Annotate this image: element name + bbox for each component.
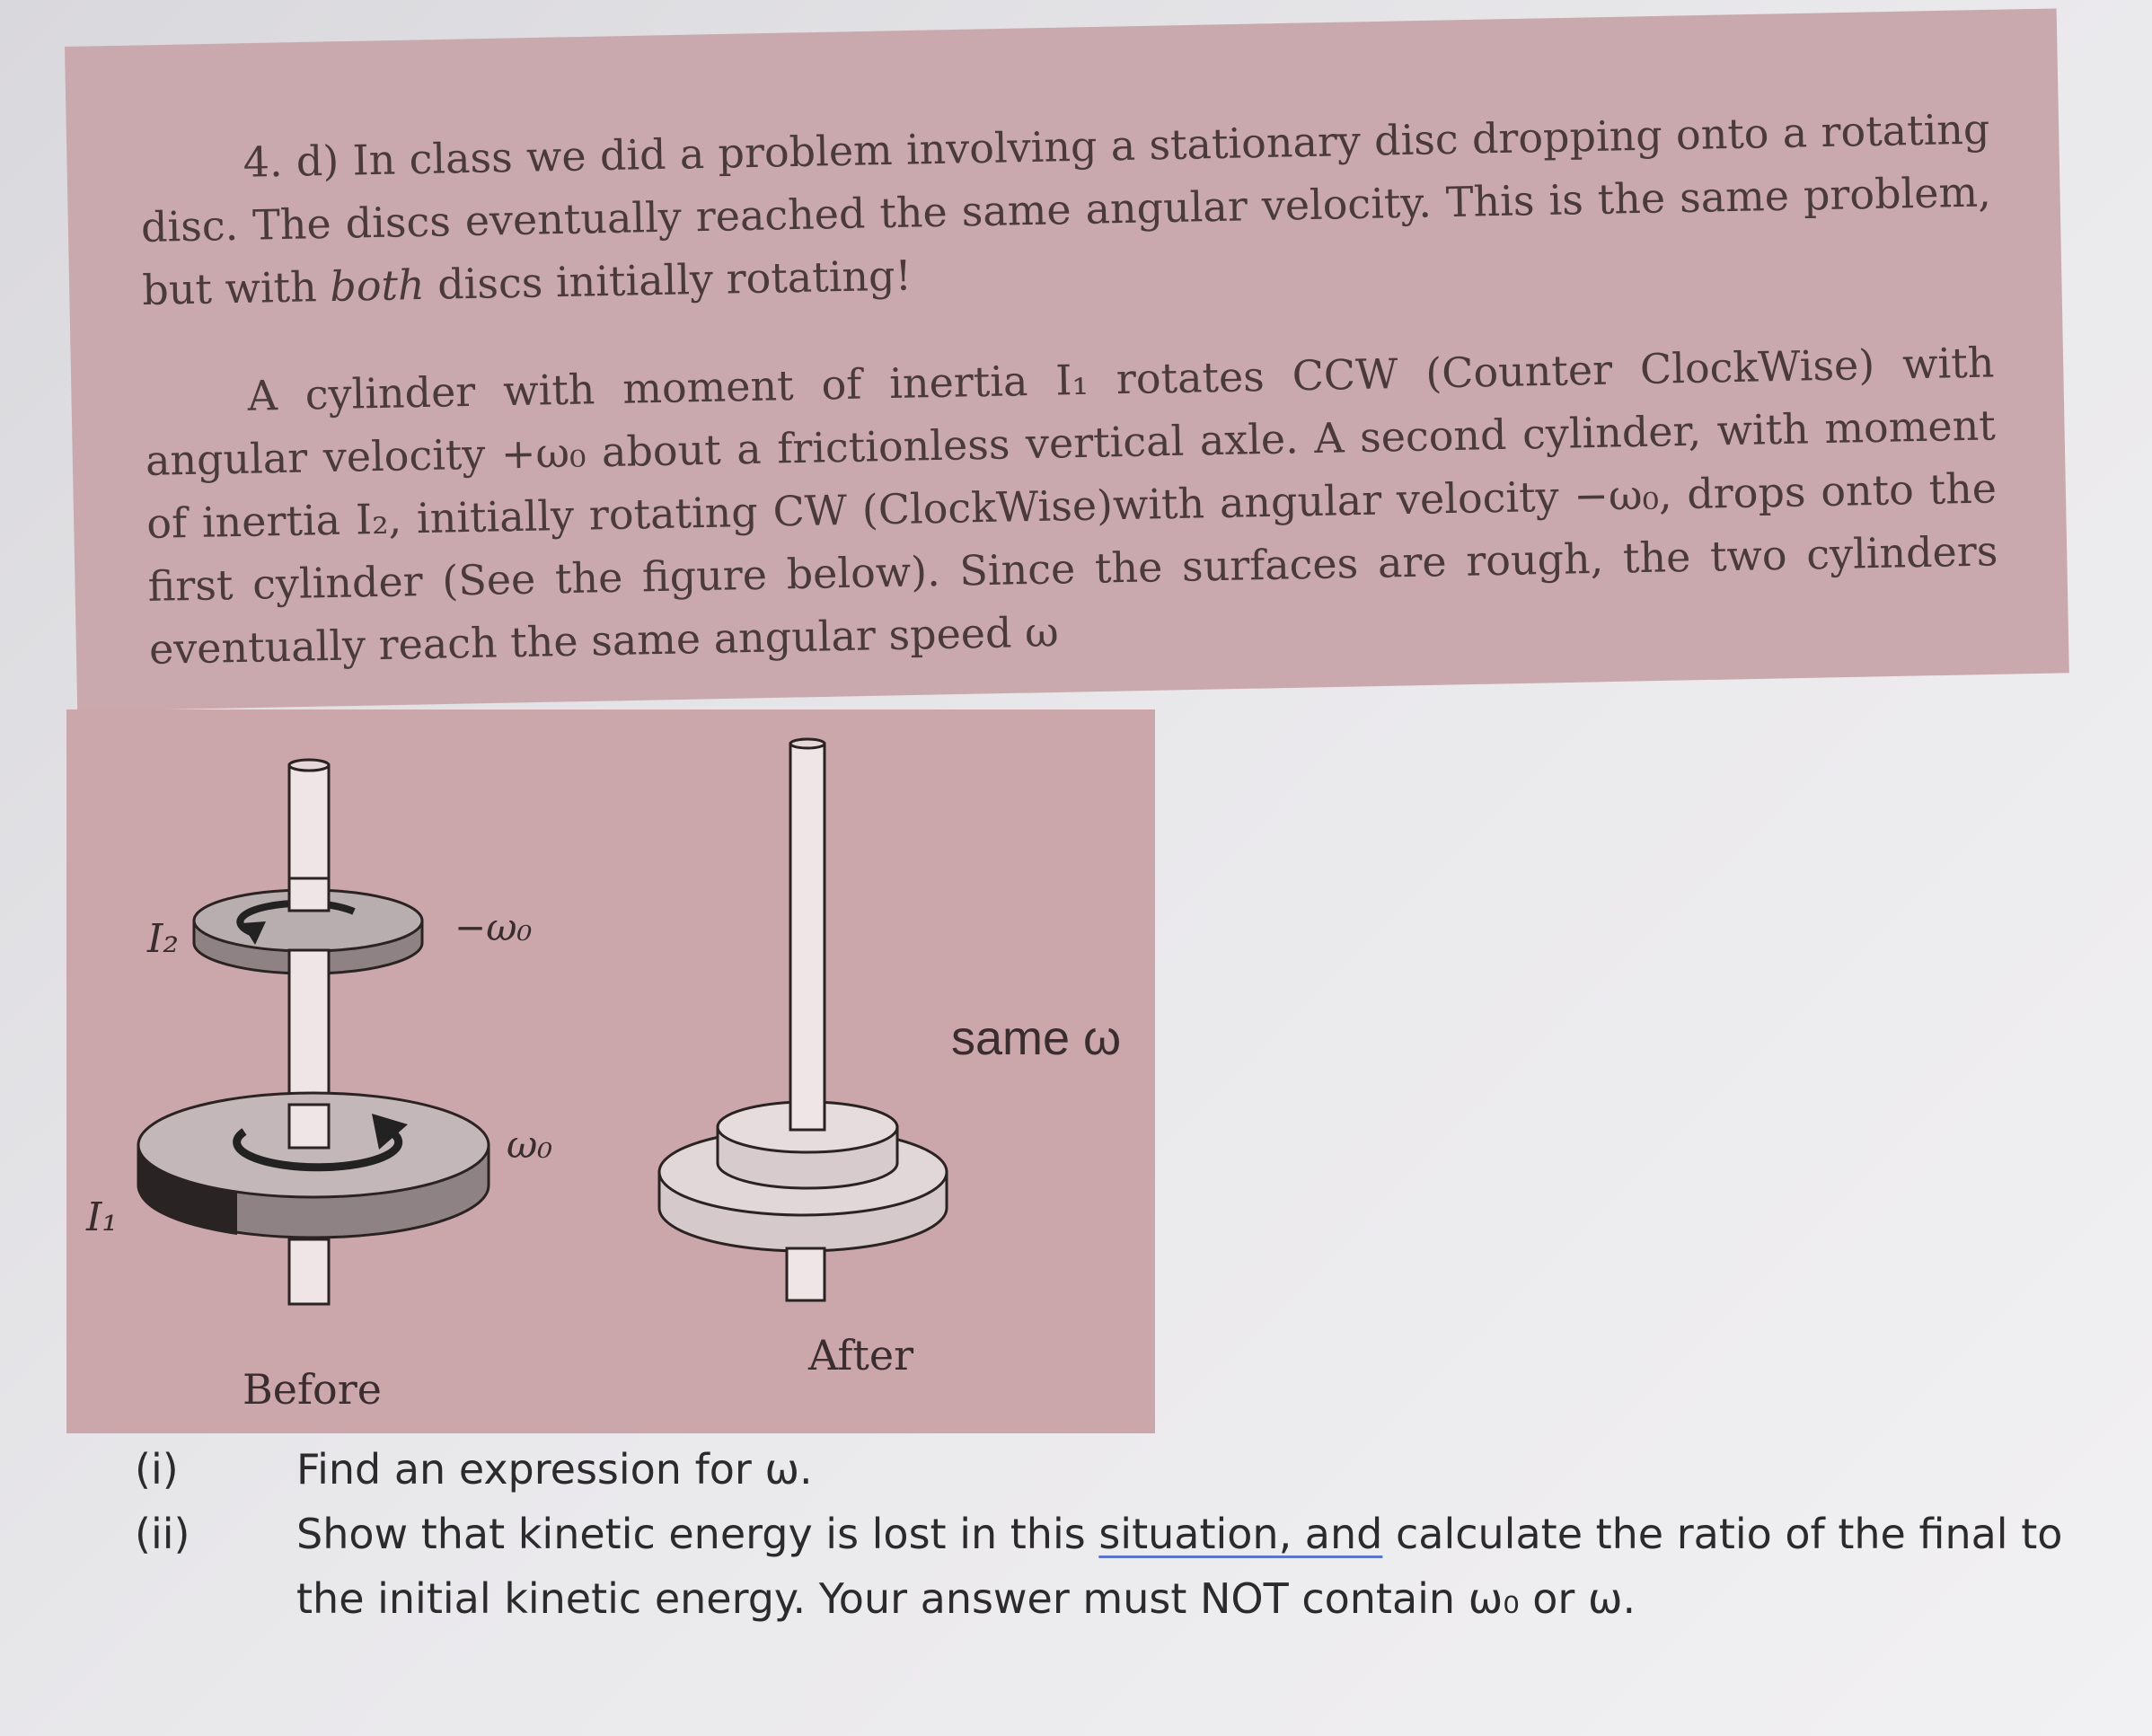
question-number: (ii) bbox=[135, 1510, 190, 1558]
question-ii bbox=[135, 1502, 2066, 1631]
problem-body: A cylinder with moment of inertia I₁ rotates CCW (Counter ClockWise) with angular velocity +ω₀ about a frictionless vertical axle. A second cylinder, with moment of inertia I₂, initially rotating CW (ClockWise)with angular velocity −ω₀, drops onto the first cylinder (See the figure below). Since the surfaces are rough, the two cylinders eventually reach the same angular speed ω bbox=[145, 338, 1998, 674]
questions bbox=[135, 1437, 2066, 1631]
label-i2: I₂ bbox=[147, 916, 180, 962]
problem-intro: 4. d) In class we did a problem involving a stationary disc dropping onto a rotating disc. The discs eventually reached the same angular velocity. This is the same problem, but with both discs initially rotating! bbox=[140, 104, 1992, 314]
label-same-omega: same ω bbox=[951, 1011, 1122, 1065]
question-text: Show that kinetic energy is lost in this situation, and calculate the ratio of the final to the initial kinetic energy. Your answer must NOT contain ω₀ or ω. bbox=[296, 1510, 2063, 1623]
problem-text bbox=[139, 97, 1999, 680]
after-axle-bottom bbox=[787, 1248, 825, 1300]
before-axle-through-i1 bbox=[289, 1105, 329, 1148]
question-i bbox=[135, 1437, 2066, 1502]
after-axle-top bbox=[790, 744, 825, 1130]
question-number: (i) bbox=[135, 1445, 179, 1494]
label-omega0: ω₀ bbox=[507, 1123, 553, 1167]
before-axle-top bbox=[289, 765, 329, 878]
label-i1: I₁ bbox=[86, 1194, 119, 1240]
cylinders-diagram bbox=[66, 709, 1155, 1433]
label-minus-omega0: −ω₀ bbox=[454, 905, 533, 949]
before-axle-bottom bbox=[289, 1239, 329, 1304]
emphasis-both: both bbox=[329, 260, 426, 311]
grammar-underline: situation, and bbox=[1098, 1510, 1383, 1558]
before-axle-through-i2 bbox=[289, 878, 329, 911]
before-axle-cap bbox=[289, 760, 329, 771]
label-before: Before bbox=[243, 1365, 382, 1414]
figure bbox=[66, 709, 1155, 1433]
question-text: Find an expression for ω. bbox=[296, 1445, 813, 1494]
label-after: After bbox=[808, 1331, 914, 1379]
after-axle-cap bbox=[790, 739, 825, 748]
